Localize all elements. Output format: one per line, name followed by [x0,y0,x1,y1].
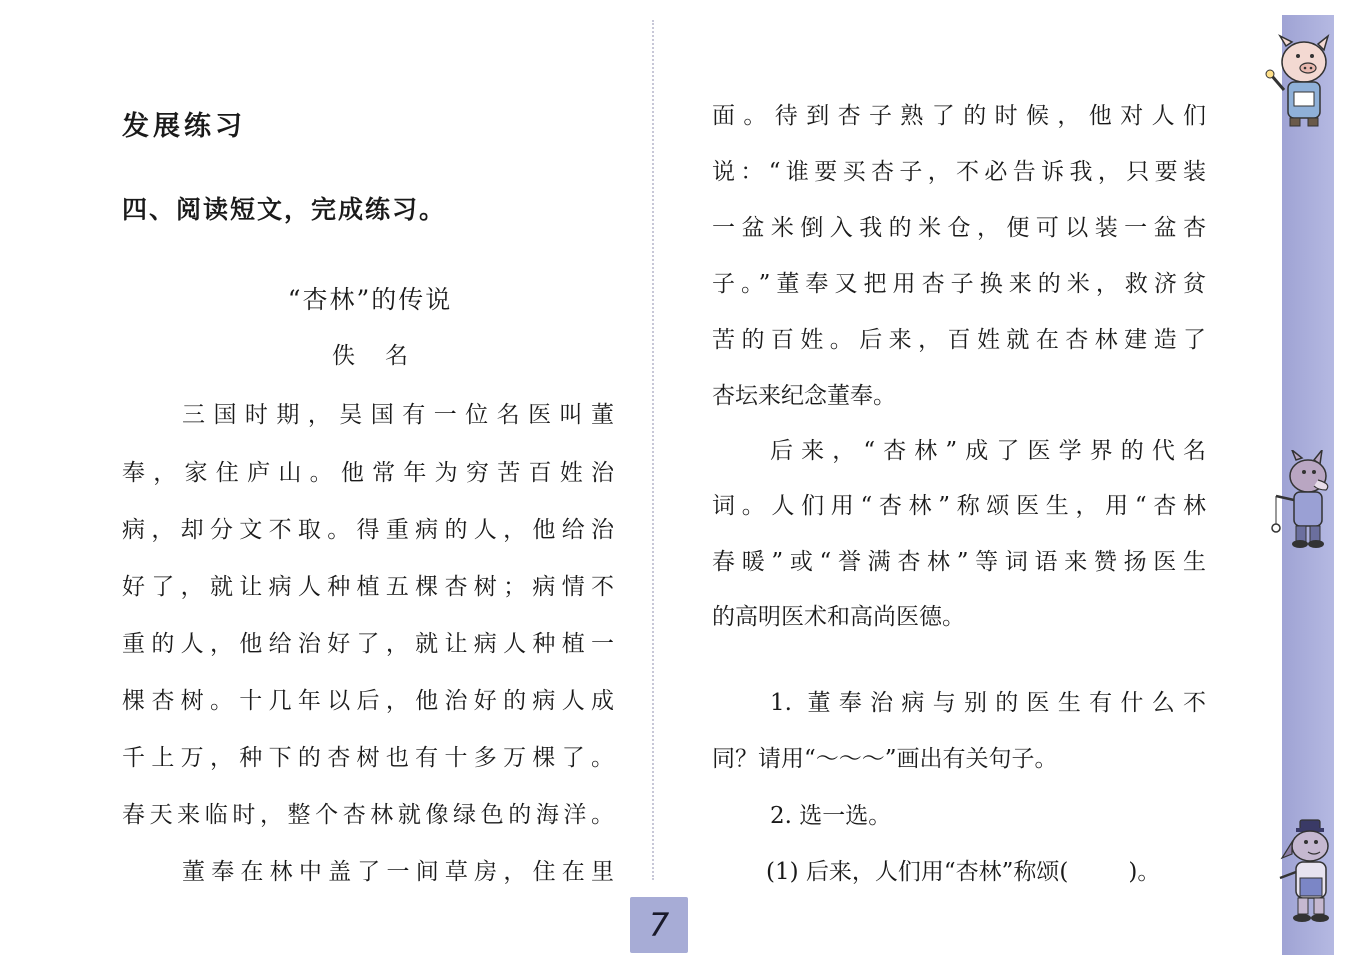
question-2-1-suffix: )。 [1128,859,1161,885]
text-line: 奉，家住庐山。他常年为穷苦百姓治 [122,460,614,486]
text-line: 三国时期，吴国有一位名医叫董 [182,402,614,428]
text-line: 杏坛来纪念董奉。 [712,383,896,409]
dog-mascot-icon [1270,818,1340,928]
text-line: 词。人们用“杏林”称颂医生，用“杏林 [712,493,1206,519]
page-number: 7 [630,897,688,953]
question-1-line-2: 同？请用“～～～”画出有关句子。 [712,746,1058,772]
text-line: 棵杏树。十几年以后，他治好的病人成 [122,688,614,714]
question-2-1-prefix: (1) 后来，人们用“杏林”称颂( [766,859,1069,885]
text-line: 春天来临时，整个杏林就像绿色的海洋。 [122,802,614,828]
text-line: 董奉在林中盖了一间草房，住在里 [182,859,614,885]
text-line: 好了，就让病人种植五棵杏树；病情不 [122,574,614,600]
text-line: 面。待到杏子熟了的时候，他对人们 [712,103,1206,129]
text-line: 千上万，种下的杏树也有十多万棵了。 [122,745,614,771]
question-1-line-1: 1. 董奉治病与别的医生有什么不 [770,690,1206,716]
wolf-yoyo-mascot-icon [1266,450,1340,550]
left-page [0,0,655,969]
text-line: 子。”董奉又把用杏子换来的米，救济贫 [712,271,1206,297]
section-title: 发展练习 [122,111,246,142]
question-2: 2. 选一选。 [770,803,892,829]
text-line: 一盆米倒入我的米仓，便可以装一盆杏 [712,215,1206,241]
text-line: 病，却分文不取。得重病的人，他给治 [122,517,614,543]
question-2-1 [766,861,1210,884]
text-line: 后来，“杏林”成了医学界的代名 [770,438,1206,464]
question-title: 四、阅读短文，完成练习。 [122,195,447,224]
text-line: 的高明医术和高尚医德。 [712,604,965,630]
text-line: 说：“谁要买杏子，不必告诉我，只要装 [712,159,1206,185]
page-fold [652,20,660,880]
pig-mascot-icon [1262,32,1338,132]
text-line: 重的人，他给治好了，就让病人种植一 [122,631,614,657]
text-line: 苦的百姓。后来，百姓就在杏林建造了 [712,327,1206,353]
text-line: 春暖”或“誉满杏林”等词语来赞扬医生 [712,549,1206,575]
article-title: “杏林”的传说 [287,285,453,314]
article-author: 佚名 [332,343,438,369]
